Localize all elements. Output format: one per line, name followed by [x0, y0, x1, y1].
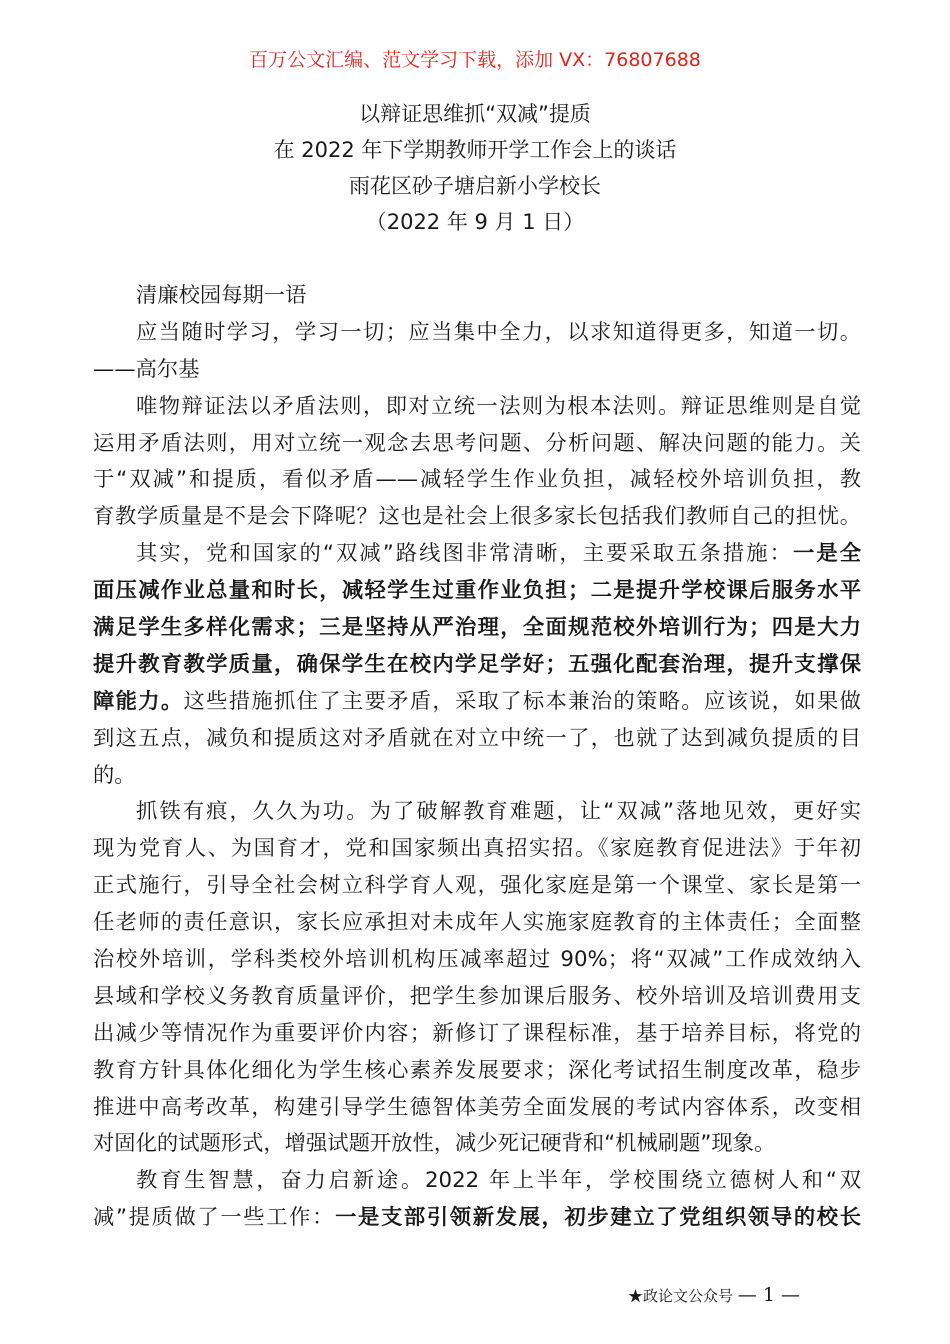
body-line-text: 对固化的试题形式，增强试题开放性，减少死记硬背和“机械刷题”现象。	[93, 1131, 776, 1157]
body-line-text: 任老师的责任意识，家长应承担对未成年人实施家庭教育的主体责任；全面整	[93, 910, 861, 936]
body-line	[93, 315, 861, 352]
body-line	[93, 610, 861, 647]
body-line	[93, 1200, 861, 1237]
body-line-text: 教育方针具体化细化为学生核心素养发展要求；深化考试招生制度改革，稳步	[93, 1057, 861, 1083]
body-line	[93, 979, 861, 1016]
body-line	[93, 352, 861, 389]
body-line	[93, 647, 861, 684]
body-line	[93, 462, 861, 499]
body-line-bold: 满足学生多样化需求；三是坚持从严治理，全面规范校外培训行为；四是大力	[93, 615, 861, 641]
body-line-bold: 面压减作业总量和时长，减轻学生过重作业负担；二是提升学校课后服务水平	[93, 578, 861, 604]
body-line	[93, 1126, 861, 1163]
body-line	[93, 278, 861, 315]
body-line-text: ——高尔基	[93, 356, 200, 382]
body-line	[93, 536, 861, 573]
body-line-text: 这些措施抓住了主要矛盾，采取了标本兼治的策略。应该说，如果做	[183, 688, 861, 714]
body-line-text: 出减少等情况作为重要评价内容；新修订了课程标准，基于培养目标，将党的	[93, 1020, 861, 1046]
body-line	[93, 794, 861, 831]
body-line	[93, 1016, 861, 1053]
body-line	[93, 684, 861, 721]
body-line	[93, 573, 861, 610]
body-line	[93, 721, 861, 758]
body-line	[93, 1163, 861, 1200]
footer-source: ★政论文公众号	[628, 1287, 734, 1305]
body-line	[93, 868, 861, 905]
body-line-text: 到这五点，减负和提质这对矛盾就在对立中统一了，也就了达到减负提质的目	[93, 725, 861, 751]
body-line-text: 正式施行，引导全社会树立科学育人观，强化家庭是第一个课堂、家长是第一	[93, 873, 861, 899]
body-line	[93, 942, 861, 979]
body-line	[93, 426, 861, 463]
body-line-text: 运用矛盾法则，用对立统一观念去思考问题、分析问题、解决问题的能力。关	[93, 430, 861, 456]
body-line-bold: 一是支部引领新发展，初步建立了党组织领导的校长	[335, 1205, 861, 1231]
body-line	[93, 1053, 861, 1090]
title-date: （2022 年 9 月 1 日）	[365, 210, 585, 234]
header-watermark: 百万公文汇编、范文学习下载，添加 VX：76807688	[249, 49, 701, 71]
body-line-text: 推进中高考改革，构建引导学生德智体美劳全面发展的考试内容体系，改变相	[93, 1094, 861, 1120]
body-line-text: 抓铁有痕，久久为功。为了破解教育难题，让“双减”落地见效，更好实	[136, 799, 861, 825]
title-block	[0, 96, 950, 240]
title-main: 以辩证思维抓“双减”提质	[359, 102, 591, 126]
title-speaker: 雨花区砂子塘启新小学校长	[349, 174, 601, 198]
body-line-bold: 一是全	[792, 541, 861, 567]
body-line-text: 其实，党和国家的“双减”路线图非常清晰，主要采取五条措施：	[136, 541, 793, 567]
body-line-text: 教育生智慧，奋力启新途。2022 年上半年，学校围绕立德树人和“双	[136, 1168, 861, 1194]
body-line-text: 唯物辩证法以矛盾法则，即对立统一法则为根本法则。辩证思维则是自觉	[136, 393, 861, 419]
title-occasion: 在 2022 年下学期教师开学工作会上的谈话	[273, 138, 677, 162]
page-number: — 1 —	[737, 1284, 800, 1306]
body-line-text: 现为党育人、为国育才，党和国家频出真招实招。《家庭教育促进法》于年初	[93, 836, 861, 862]
body-line-text: 清廉校园每期一语	[136, 283, 307, 308]
body-line	[93, 905, 861, 942]
body-line	[93, 499, 861, 536]
body-line	[93, 831, 861, 868]
body-line	[93, 1090, 861, 1127]
body-line-text: 的。	[93, 762, 136, 788]
body-text	[93, 278, 861, 1237]
page-footer	[628, 1281, 800, 1310]
body-line-text: 于“双减”和提质，看似矛盾——减轻学生作业负担，减轻校外培训负担，教	[93, 467, 861, 493]
body-line-text: 县域和学校义务教育质量评价，把学生参加课后服务、校外培训及培训费用支	[93, 983, 861, 1009]
body-line-text: 治校外培训，学科类校外培训机构压减率超过 90%；将“双减”工作成效纳入	[93, 947, 861, 973]
body-line-text: 育教学质量是不是会下降呢？这也是社会上很多家长包括我们教师自己的担忧。	[93, 504, 861, 530]
body-line-bold: 提升教育教学质量，确保学生在校内学足学好；五强化配套治理，提升支撑保	[93, 651, 861, 677]
body-line	[93, 758, 861, 795]
body-line-bold: 障能力。	[93, 688, 184, 714]
body-line-text: 应当随时学习，学习一切；应当集中全力，以求知道得更多，知道一切。	[136, 319, 861, 345]
body-line	[93, 389, 861, 426]
body-line-text: 减”提质做了一些工作：	[93, 1205, 336, 1231]
